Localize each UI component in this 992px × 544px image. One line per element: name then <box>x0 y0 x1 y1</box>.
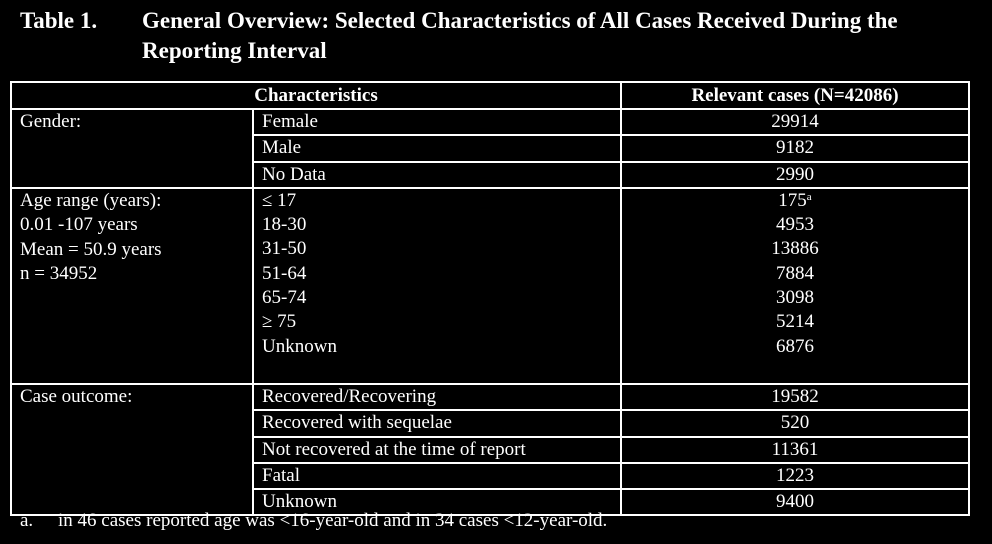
outcome-not-recovered-value: 11361 <box>622 438 968 464</box>
outcome-unknown-value: 9400 <box>776 491 814 513</box>
outcome-label: Case outcome: <box>20 385 133 407</box>
gender-label: Gender: <box>20 111 82 132</box>
age-51-64-value: 7884 <box>776 262 814 284</box>
gender-female-value: 29914 <box>622 110 968 136</box>
age-group <box>12 187 968 383</box>
age-18-30: 18-30 <box>262 214 307 236</box>
table-footnote <box>20 510 607 532</box>
age-31-50: 31-50 <box>262 238 307 260</box>
gender-values <box>622 110 968 187</box>
gender-categories <box>254 110 622 187</box>
outcome-recovered-value: 19582 <box>622 385 968 411</box>
age-label-n: n = 34952 <box>20 263 98 285</box>
age-label-cell <box>12 187 254 383</box>
outcome-group <box>12 383 968 514</box>
age-values <box>622 187 968 383</box>
header-relevant-cases: Relevant cases (N=42086) <box>622 83 968 110</box>
gender-male-value: 9182 <box>622 136 968 162</box>
footnote-mark: a. <box>20 510 34 531</box>
age-65-74: 65-74 <box>262 287 307 309</box>
outcome-categories <box>254 383 622 514</box>
age-under-17: ≤ 17 <box>262 189 297 211</box>
age-over-75: ≥ 75 <box>262 311 297 333</box>
table-number: Table 1. <box>20 8 98 33</box>
footnote-ref-a: a <box>806 190 812 203</box>
age-label-range: 0.01 -107 years <box>20 214 138 236</box>
age-label-range-title: Age range (years): <box>20 189 162 211</box>
outcome-label-cell <box>12 383 254 514</box>
outcome-fatal: Fatal <box>254 464 620 490</box>
age-51-64: 51-64 <box>262 262 307 284</box>
gender-group <box>12 110 968 187</box>
outcome-unknown: Unknown <box>262 491 337 513</box>
gender-no-data: No Data <box>262 163 326 185</box>
table-header-row <box>12 83 968 110</box>
age-unknown-value: 6876 <box>776 335 814 357</box>
age-unknown: Unknown <box>262 335 337 357</box>
gender-female: Female <box>254 110 620 136</box>
header-characteristics: Characteristics <box>12 83 622 110</box>
outcome-sequelae-value: 520 <box>622 411 968 437</box>
gender-label-cell <box>12 110 254 187</box>
table-caption: General Overview: Selected Characteristics of All Cases Received During the Reporting Interval <box>142 8 898 63</box>
outcome-values <box>622 383 968 514</box>
outcome-recovered: Recovered/Recovering <box>254 385 620 411</box>
outcome-sequelae: Recovered with sequelae <box>254 411 620 437</box>
age-18-30-value: 4953 <box>776 214 814 236</box>
footnote-text: in 46 cases reported age was <16-year-old and in 34 cases <12-year-old. <box>58 510 608 531</box>
outcome-fatal-value: 1223 <box>622 464 968 490</box>
age-31-50-value: 13886 <box>771 238 819 260</box>
outcome-not-recovered: Not recovered at the time of report <box>254 438 620 464</box>
gender-male: Male <box>254 136 620 162</box>
age-65-74-value: 3098 <box>776 287 814 309</box>
age-under-17-value: 175$^a$ <box>778 189 812 211</box>
age-categories <box>254 187 622 383</box>
age-over-75-value: 5214 <box>776 311 814 333</box>
characteristics-table <box>10 81 970 516</box>
gender-no-data-value: 2990 <box>776 163 814 185</box>
age-label-mean: Mean = 50.9 years <box>20 238 162 260</box>
